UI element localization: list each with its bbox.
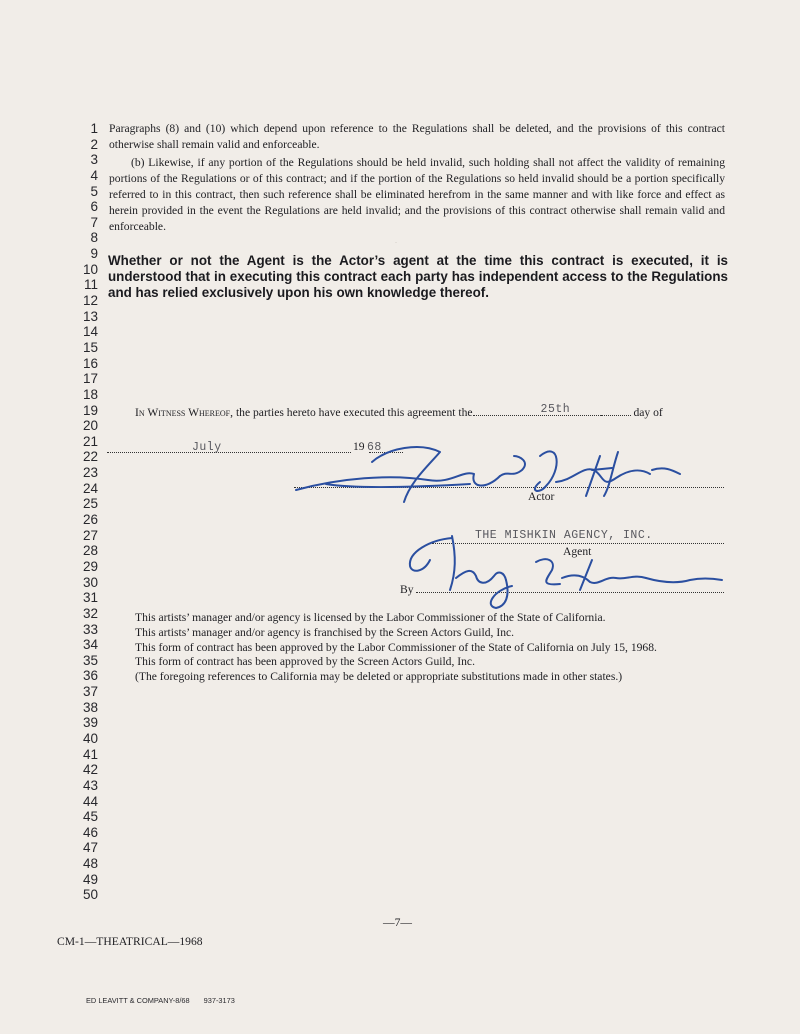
line-number: 5 — [90, 183, 98, 199]
line-number: 44 — [82, 793, 98, 809]
line-number: 27 — [82, 527, 98, 543]
month-value: July — [192, 441, 222, 454]
agency-name: THE MISHKIN AGENCY, INC. — [475, 529, 653, 542]
day-value: 25th — [540, 403, 571, 416]
line-number: 33 — [82, 621, 98, 637]
line-number: 25 — [82, 496, 98, 512]
witness-lead: In Witness Whereof, — [135, 406, 234, 419]
witness-text: the parties hereto have executed this agreement the — [235, 406, 473, 419]
line-number: 45 — [82, 809, 98, 825]
line-number: 12 — [82, 293, 98, 309]
line-number: 49 — [82, 871, 98, 887]
line-number: 37 — [82, 684, 98, 700]
line-number: 34 — [82, 637, 98, 653]
notice-approved-commissioner: This form of contract has been approved by the Labor Commissioner of the State of California on July 15, 1968. — [135, 640, 657, 654]
line-number: 28 — [82, 543, 98, 559]
line-number: 48 — [82, 856, 98, 872]
line-number: 20 — [82, 418, 98, 434]
line-number: 13 — [82, 308, 98, 324]
line-number: 16 — [82, 355, 98, 371]
line-number: 26 — [82, 512, 98, 528]
line-number: 30 — [82, 574, 98, 590]
line-number: 43 — [82, 777, 98, 793]
line-number: 40 — [82, 730, 98, 746]
agent-label: Agent — [563, 545, 592, 558]
paragraph-b-invalid-regulations: (b) Likewise, if any portion of the Regulations should be held invalid, such holding shall not affect the validity of remaining portions of the Regulations or of this contract; and if the portion of the Regulations so held invalid should be a portion specifically referred to in this contract, then such reference shall be eliminated herefrom in the same manner and with like force and effect as herein provided in the event the Regulations are held invalid; and the provisions of this contract otherwise shall remain valid and enforceable. — [109, 156, 725, 233]
form-code: CM-1—THEATRICAL—1968 — [57, 935, 203, 948]
line-number: 42 — [82, 762, 98, 778]
line-number: 11 — [83, 277, 98, 293]
printer-name: ED LEAVITT & COMPANY-8/68 — [86, 996, 190, 1005]
line-number: 4 — [90, 167, 98, 183]
line-number: 50 — [82, 887, 98, 903]
notice-franchised: This artists’ manager and/or agency is franchised by the Screen Actors Guild, Inc. — [135, 625, 515, 639]
line-number: 7 — [90, 214, 98, 230]
line-number: 18 — [82, 386, 98, 402]
line-number: 31 — [82, 590, 98, 606]
line-number: 21 — [82, 433, 98, 449]
line-number: 6 — [90, 199, 98, 215]
notices-block — [135, 611, 727, 685]
year-value: 68 — [367, 441, 382, 454]
line-number: 2 — [90, 136, 98, 152]
line-number: 39 — [82, 715, 98, 731]
line-number: 35 — [82, 652, 98, 668]
notice-california-references: (The foregoing references to California may be deleted or appropriate substitutions made in other states.) — [135, 670, 623, 684]
line-number: 8 — [90, 230, 98, 246]
line-number: 22 — [82, 449, 98, 465]
year-prefix: 19 — [353, 440, 365, 453]
paragraph-regulations-deleted: Paragraphs (8) and (10) which depend upon reference to the Regulations shall be deleted, and the provisions of this contract otherwise shall remain valid and enforceable. — [109, 122, 725, 151]
line-number: 17 — [82, 371, 98, 387]
actor-label: Actor — [528, 490, 555, 503]
line-number: 29 — [82, 558, 98, 574]
line-number: 9 — [90, 246, 98, 262]
line-number: 46 — [82, 824, 98, 840]
line-number: 24 — [82, 480, 98, 496]
line-number: 23 — [82, 465, 98, 481]
line-number: 38 — [82, 699, 98, 715]
faint-back-text: . — [395, 236, 398, 245]
line-number: 15 — [82, 339, 98, 355]
notice-approved-sag: This form of contract has been approved by the Screen Actors Guild, Inc. — [135, 655, 475, 669]
line-number: 47 — [82, 840, 98, 856]
line-number: 32 — [82, 605, 98, 621]
page-number: —7— — [383, 916, 412, 929]
agent-access-clause: Whether or not the Agent is the Actor’s agent at the time this contract is executed, it is understood that in executing this contract each party has independent access to the Regulations and has relied exclusively upon his own knowledge thereof. — [108, 253, 728, 300]
line-number: 1 — [90, 121, 98, 136]
line-number: 36 — [82, 668, 98, 684]
line-number: 3 — [90, 152, 98, 168]
day-suffix: day of — [633, 406, 663, 419]
line-number: 10 — [82, 261, 98, 277]
notice-licensed: This artists’ manager and/or agency is licensed by the Labor Commissioner of the State of California. — [135, 611, 606, 624]
line-number: 19 — [82, 402, 98, 418]
line-number: 14 — [82, 324, 98, 340]
printer-code: 937-3173 — [203, 996, 235, 1005]
printer-imprint — [86, 996, 235, 1005]
line-number: 41 — [82, 746, 98, 762]
by-text: By — [400, 583, 414, 596]
